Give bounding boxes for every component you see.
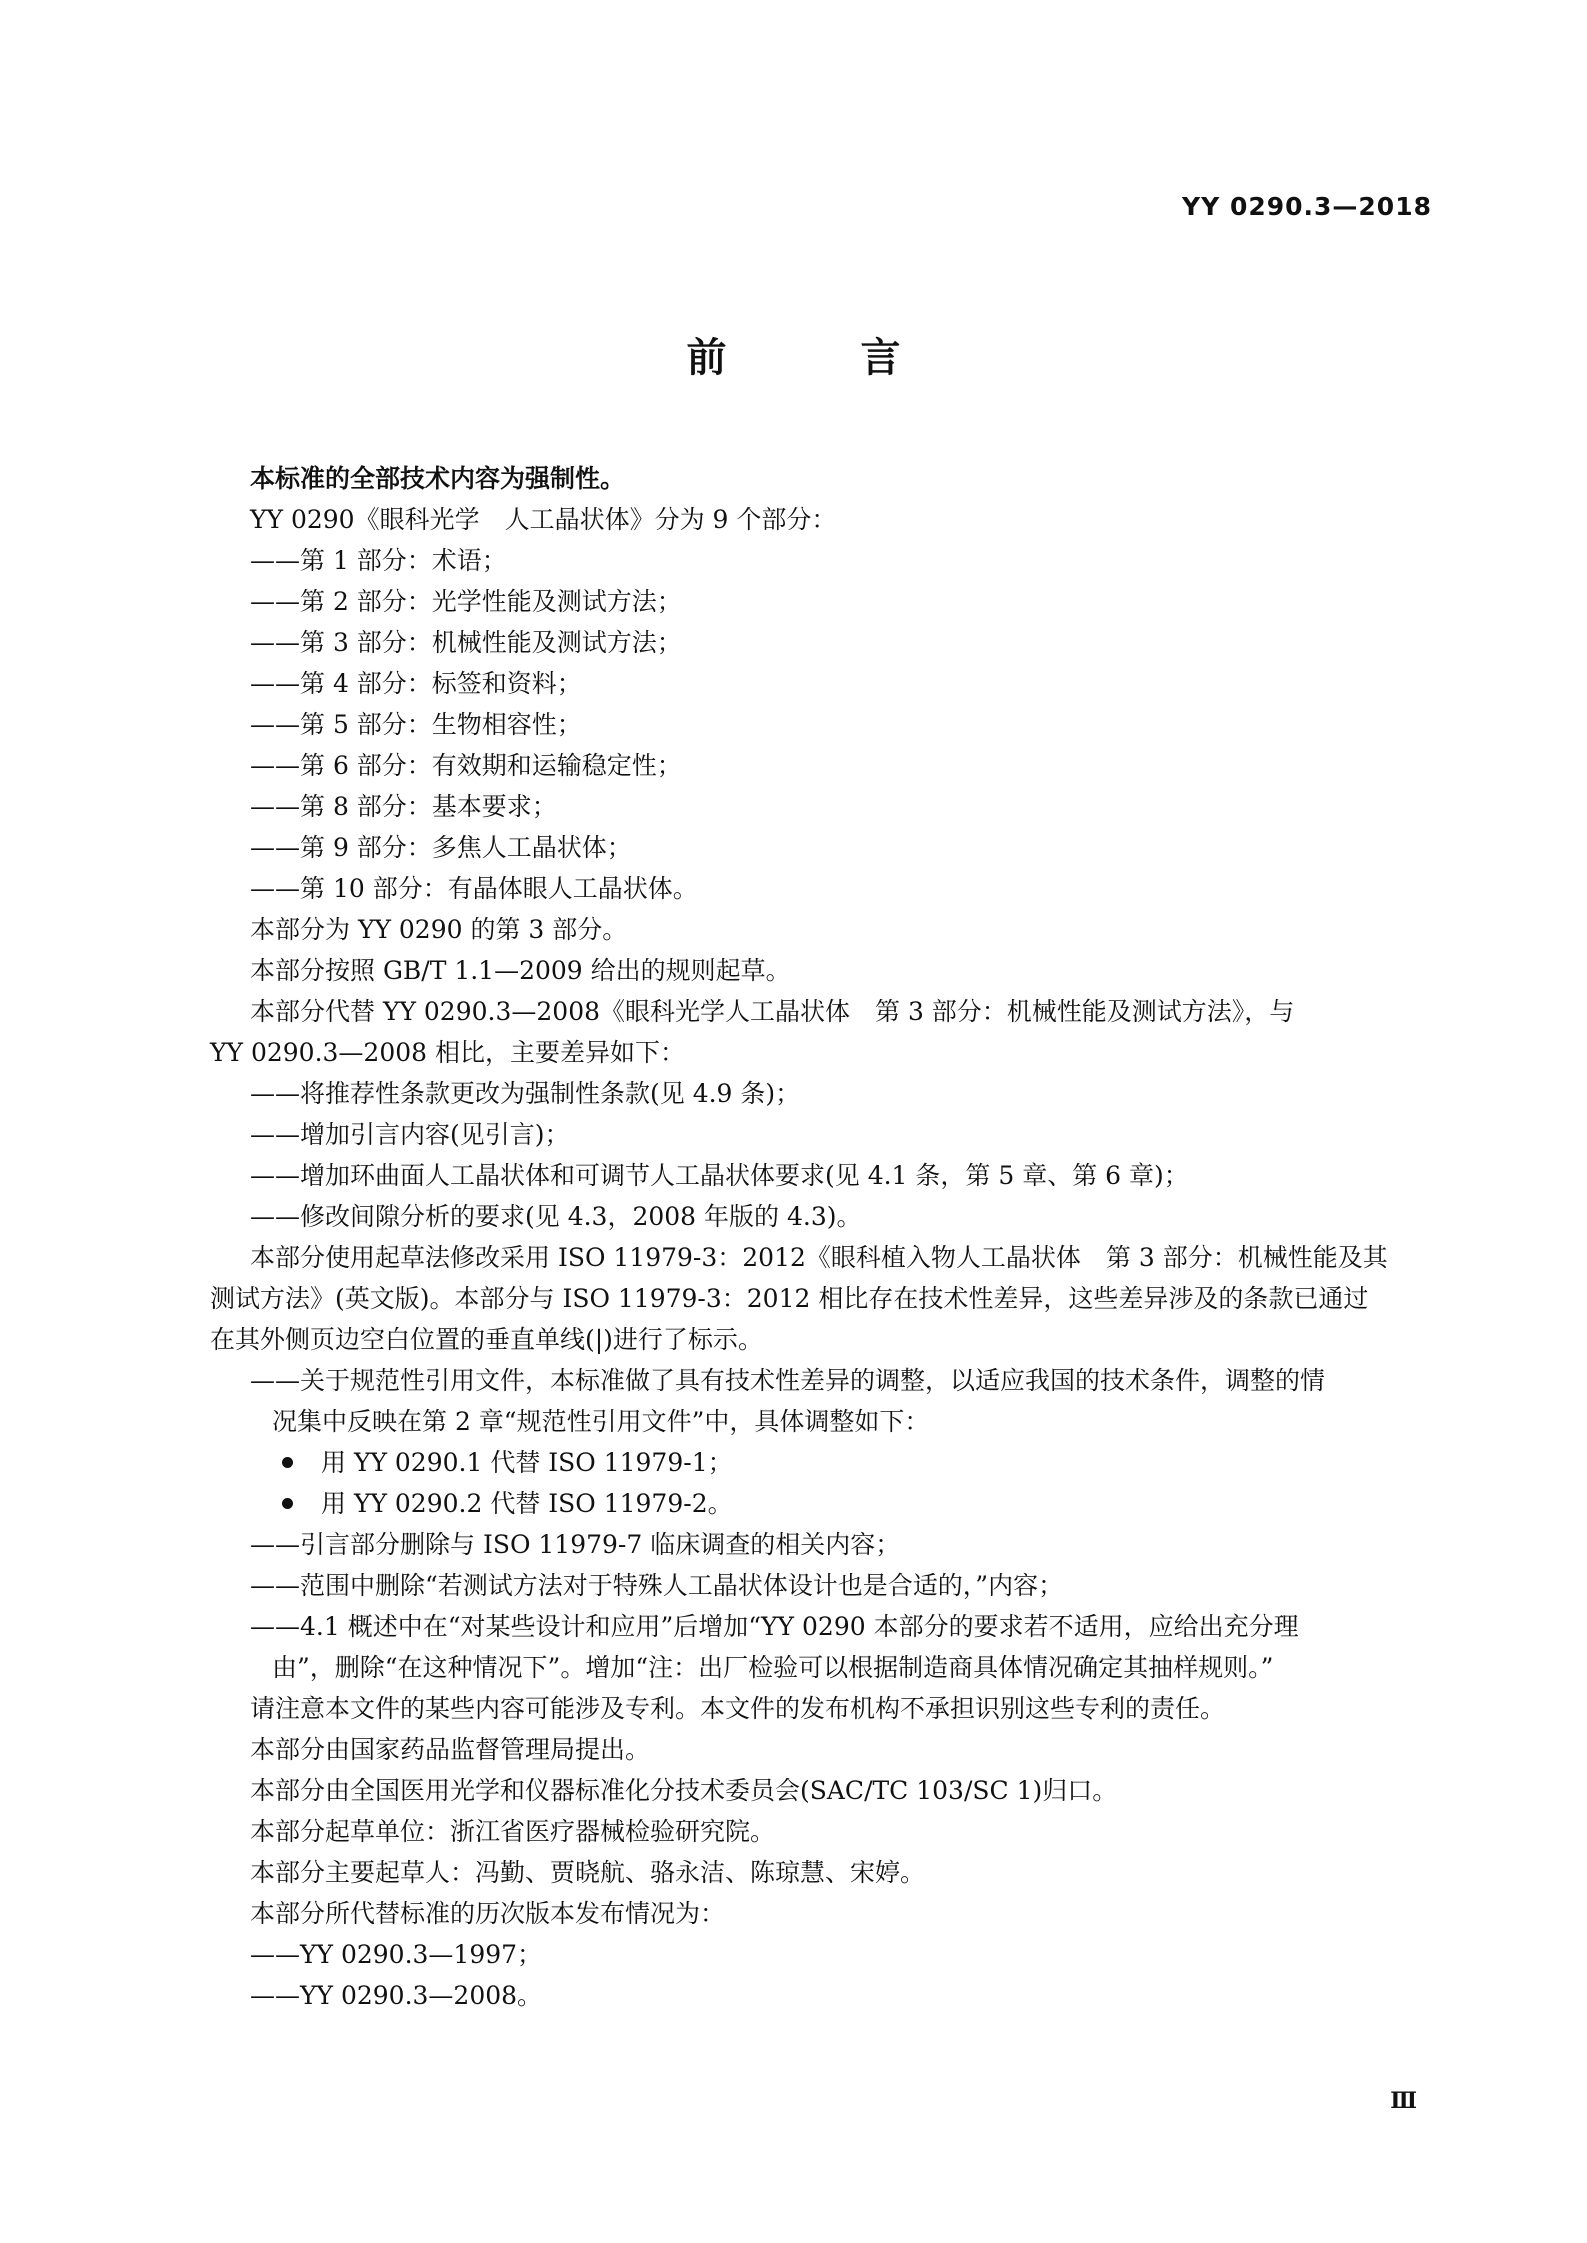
part-item: ——第 1 部分：术语； (250, 546, 507, 575)
part-item: ——第 5 部分：生物相容性； (250, 710, 582, 739)
history-item: ——YY 0290.3—1997； (250, 1940, 543, 1969)
centralized-by: 本部分由全国医用光学和仪器标准化分技术委员会(SAC/TC 103/SC 1)归口。 (250, 1776, 1118, 1805)
proposed-by: 本部分由国家药品监督管理局提出。 (250, 1735, 651, 1764)
main-drafters: 本部分主要起草人：冯勤、贾晓航、骆永洁、陈琼慧、宋婷。 (250, 1858, 926, 1887)
iso-adoption-line3: 在其外侧页边空白位置的垂直单线(|)进行了标示。 (210, 1325, 763, 1354)
part-item: ——第 10 部分：有晶体眼人工晶状体。 (250, 874, 698, 903)
drafting-unit: 本部分起草单位：浙江省医疗器械检验研究院。 (250, 1817, 776, 1846)
part-item: ——第 9 部分：多焦人工晶状体； (250, 833, 632, 862)
bullet-dot-icon (282, 1498, 293, 1509)
history-intro: 本部分所代替标准的历次版本发布情况为： (250, 1899, 726, 1928)
patent-notice: 请注意本文件的某些内容可能涉及专利。本文件的发布机构不承担识别这些专利的责任。 (250, 1694, 1226, 1723)
replaces-statement-line2: YY 0290.3—2008 相比，主要差异如下： (210, 1038, 686, 1067)
change-item: ——修改间隙分析的要求(见 4.3，2008 年版的 4.3)。 (250, 1202, 862, 1231)
foreword-body (210, 458, 1435, 2016)
document-code: YY 0290.3—2018 (1182, 192, 1432, 221)
part-item: ——第 2 部分：光学性能及测试方法； (250, 587, 682, 616)
change-item: ——增加环曲面人工晶状体和可调节人工晶状体要求(见 4.1 条，第 5 章、第 6 章)； (250, 1161, 1189, 1190)
change-item: ——将推荐性条款更改为强制性条款(见 4.9 条)； (250, 1079, 801, 1108)
intro-delete-item: ——引言部分删除与 ISO 11979-7 临床调查的相关内容； (250, 1530, 901, 1559)
overview-change-line1: ——4.1 概述中在“对某些设计和应用”后增加“YY 0290 本部分的要求若不适用，应给出充分理 (250, 1612, 1299, 1641)
scope-delete-item: ——范围中删除“若测试方法对于特殊人工晶状体设计也是合适的，”内容； (250, 1571, 1064, 1600)
iso-adoption-line1: 本部分使用起草法修改采用 ISO 11979-3：2012《眼科植入物人工晶状体 第 3 部分：机械性能及其 (250, 1243, 1388, 1272)
tech-diff-line1: ——关于规范性引用文件，本标准做了具有技术性差异的调整，以适应我国的技术条件，调整的情 (250, 1366, 1326, 1395)
bullet-item (210, 1442, 1435, 1483)
bullet-item (210, 1483, 1435, 1524)
parts-intro: YY 0290《眼科光学 人工晶状体》分为 9 个部分： (250, 505, 837, 534)
this-part-statement: 本部分为 YY 0290 的第 3 部分。 (250, 915, 628, 944)
part-item: ——第 6 部分：有效期和运输稳定性； (250, 751, 682, 780)
history-item: ——YY 0290.3—2008。 (250, 1981, 543, 2010)
part-item: ——第 4 部分：标签和资料； (250, 669, 582, 698)
mandatory-statement: 本标准的全部技术内容为强制性。 (250, 464, 626, 493)
part-item: ——第 8 部分：基本要求； (250, 792, 557, 821)
bullet-text: 用 YY 0290.1 代替 ISO 11979-1； (321, 1448, 733, 1477)
tech-diff-line2: 况集中反映在第 2 章“规范性引用文件”中，具体调整如下： (272, 1407, 930, 1436)
overview-change-line2: 由”，删除“在这种情况下”。增加“注：出厂检验可以根据制造商具体情况确定其抽样规则。” (272, 1653, 1274, 1682)
bullet-text: 用 YY 0290.2 代替 ISO 11979-2。 (321, 1489, 733, 1518)
bullet-dot-icon (282, 1457, 293, 1468)
drafting-rule: 本部分按照 GB/T 1.1—2009 给出的规则起草。 (250, 956, 791, 985)
replaces-statement-line1: 本部分代替 YY 0290.3—2008《眼科光学人工晶状体 第 3 部分：机械性能及测试方法》，与 (250, 997, 1295, 1026)
change-item: ——增加引言内容(见引言)； (250, 1120, 570, 1149)
page-number: Ⅲ (1390, 2088, 1417, 2114)
page-title: 前 言 (686, 335, 961, 381)
part-item: ——第 3 部分：机械性能及测试方法； (250, 628, 682, 657)
iso-adoption-line2: 测试方法》(英文版)。本部分与 ISO 11979-3：2012 相比存在技术性差异，这些差异涉及的条款已通过 (210, 1284, 1369, 1313)
